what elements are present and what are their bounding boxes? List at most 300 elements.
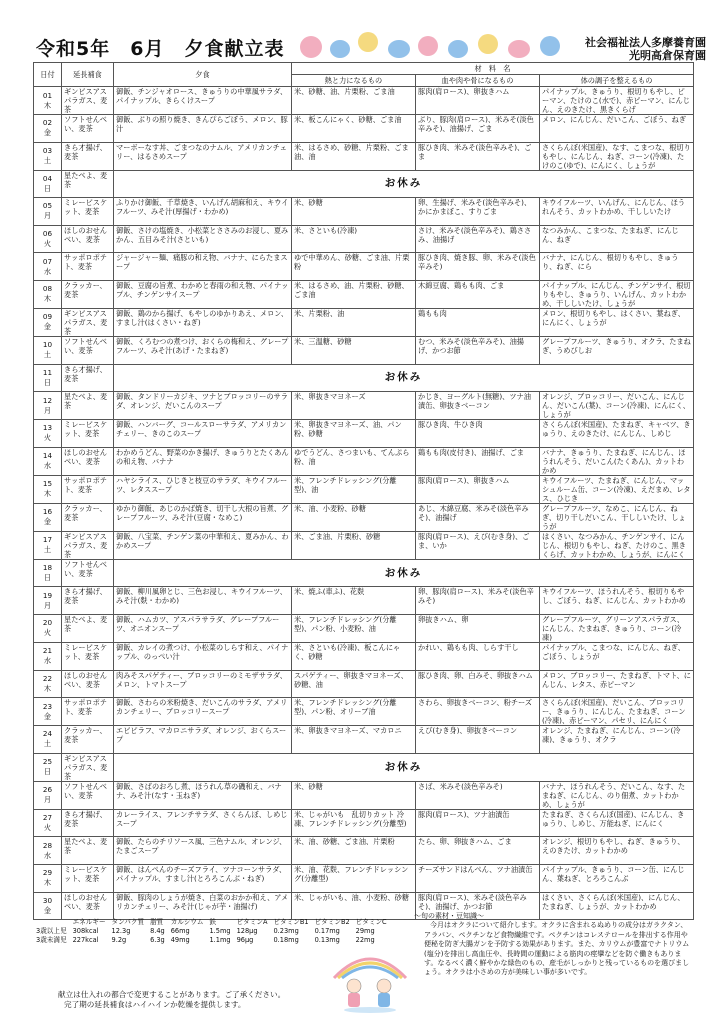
snack-cell: ギンビスアスパラガス、麦茶 <box>62 87 114 115</box>
nutri-header: ビタミンB1 <box>273 918 309 926</box>
menu-row <box>34 87 694 115</box>
blood-cell: むつ、米みそ(淡色辛みそ)、油揚げ、かつお節 <box>416 336 540 364</box>
menu-row <box>34 781 694 809</box>
nutri-label: 3歳未満児 <box>36 936 67 944</box>
date-weekday: 金 <box>43 711 52 721</box>
date-day: 24 <box>42 729 53 739</box>
blood-cell: 鶏もも肉(皮付き)、油揚げ、ごま <box>416 447 540 475</box>
date-weekday: 木 <box>43 294 52 304</box>
date-cell <box>34 864 62 892</box>
nutri-value: 0.17mg <box>314 927 340 935</box>
decoration-bubble <box>508 40 530 58</box>
date-day: 25 <box>42 757 53 767</box>
date-day: 06 <box>42 229 53 239</box>
blood-cell: 豚肉(肩ロース)、ツナ油漬缶 <box>416 809 540 837</box>
date-cell <box>34 642 62 670</box>
date-cell <box>34 225 62 253</box>
date-weekday: 金 <box>43 322 52 332</box>
nutri-value: 308kcal <box>72 927 99 935</box>
date-day: 23 <box>42 701 53 711</box>
heat-cell: 米、さといも(冷凍) <box>292 225 416 253</box>
date-day: 07 <box>42 256 53 266</box>
header-date: 日付 <box>34 63 62 87</box>
snack-cell: ほしのおせんべい、麦茶 <box>62 670 114 698</box>
dinner-cell: 御飯、くろむつの煮つけ、おくらの梅和え、グレープフルーツ、みそ汁(あげ・たまねぎ) <box>114 336 292 364</box>
date-day: 17 <box>42 535 53 545</box>
snack-cell: きら才揚げ、麦茶 <box>62 364 114 392</box>
menu-row <box>34 698 694 726</box>
body-cell: メロン、にんじん、だいこん、ごぼう、ねぎ <box>540 115 694 143</box>
nutri-label: 3歳以上児 <box>36 927 67 935</box>
nutri-value: 9.2g <box>111 936 127 944</box>
heat-cell: 米、ごま油、片栗粉、砂糖 <box>292 531 416 559</box>
heat-cell: 米、砂糖、油、片栗粉、ごま油 <box>292 87 416 115</box>
blood-cell: チーズサンドはんぺん、ツナ油漬缶 <box>416 864 540 892</box>
dinner-cell: 御飯、豆腐の旨煮、わかめと春雨の和え物、パイナップル、チンゲンサイスープ <box>114 280 292 308</box>
menu-row <box>34 392 694 420</box>
blood-cell: かじき、ヨーグルト(無糖)、ツナ油漬缶、卵抜きベーコン <box>416 392 540 420</box>
nutri-value: 6.3g <box>150 936 165 944</box>
decoration-bubble <box>540 36 560 56</box>
date-cell <box>34 198 62 226</box>
seasonal-heading: ～旬の素材・豆知識～ <box>414 912 484 920</box>
nutrition-summary <box>33 918 390 945</box>
date-cell <box>34 781 62 809</box>
date-day: 16 <box>42 507 53 517</box>
date-day: 20 <box>42 618 53 628</box>
heat-cell: 米、じゃがいも 乱切りカット 冷凍、フレンチドレッシング(分離型) <box>292 809 416 837</box>
decoration-bubble <box>388 40 410 58</box>
blood-cell: ぶり、豚肉(肩ロース)、米みそ(淡色辛みそ)、油揚げ、ごま <box>416 115 540 143</box>
date-day: 30 <box>42 895 53 905</box>
date-weekday: 木 <box>43 100 52 110</box>
menu-row <box>34 670 694 698</box>
body-cell: オレンジ、ブロッコリー、だいこん、にんじん、だいこん(葉)、コーン(冷凍)、にんにく、しょうが <box>540 392 694 420</box>
menu-row <box>34 115 694 143</box>
body-cell: グレープフルーツ、なめこ、にんじん、ねぎ、切り干しだいこん、干ししいたけ、しょうが <box>540 503 694 531</box>
menu-row <box>34 642 694 670</box>
snack-cell: ミレービスケット、麦茶 <box>62 198 114 226</box>
snack-cell: きら才揚げ、麦茶 <box>62 587 114 615</box>
date-cell <box>34 559 62 587</box>
snack-cell: クラッカー、麦茶 <box>62 503 114 531</box>
nutri-header: タンパク質 <box>111 918 145 926</box>
blood-cell: 豚ひき肉、焼き豚、卵、米みそ(淡色辛みそ) <box>416 253 540 281</box>
nutri-value: 49mg <box>170 936 190 944</box>
date-day: 13 <box>42 423 53 433</box>
menu-row <box>34 420 694 448</box>
date-cell <box>34 253 62 281</box>
date-cell <box>34 670 62 698</box>
blood-cell: かれい、鶏もも肉、しらす干し <box>416 642 540 670</box>
date-weekday: 土 <box>43 350 52 360</box>
menu-row <box>34 503 694 531</box>
date-weekday: 日 <box>43 183 52 193</box>
blood-cell: 豚肉(肩ロース)、卵抜きハム <box>416 475 540 503</box>
date-weekday: 日 <box>43 767 52 777</box>
dinner-cell: 御飯、チンジャオロース、きゅうりの中華風サラダ、パイナップル、きらくけスープ <box>114 87 292 115</box>
date-cell <box>34 308 62 336</box>
nutri-header: カルシウム <box>170 918 204 926</box>
date-cell <box>34 475 62 503</box>
blood-cell: 豚ひき肉、卵、白みそ、卵抜きハム <box>416 670 540 698</box>
date-cell <box>34 809 62 837</box>
blood-cell: 豚肉(肩ロース)、卵抜きハム <box>416 87 540 115</box>
nutri-value: 227kcal <box>72 936 99 944</box>
nutri-header: ビタミンB2 <box>314 918 350 926</box>
date-cell <box>34 280 62 308</box>
dinner-cell: ゆかり御飯、あじのかば焼き、切干し大根の旨煮、グレープフルーツ、みそ汁(豆腐・なめこ) <box>114 503 292 531</box>
date-weekday: 木 <box>43 878 52 888</box>
nutri-value: 128μg <box>236 927 258 935</box>
dinner-cell: 御飯、はんぺんのチーズフライ、ツナコーンサラダ、パイナップル、すまし汁(とろろこんぶ・ねぎ) <box>114 864 292 892</box>
dinner-cell: 御飯、八宝菜、チンゲン菜の中華和え、夏みかん、わかめスープ <box>114 531 292 559</box>
date-day: 09 <box>42 312 53 322</box>
seasonal-tips <box>414 912 694 978</box>
heat-cell: 米、卵抜きマヨネーズ <box>292 392 416 420</box>
date-weekday: 月 <box>43 405 52 415</box>
dinner-cell: 御飯、たらのチリソース風、三色ナムル、オレンジ、たまごスープ <box>114 837 292 865</box>
date-weekday: 木 <box>43 489 52 499</box>
holiday-cell: お休み <box>114 753 694 781</box>
menu-row <box>34 531 694 559</box>
menu-row <box>34 864 694 892</box>
date-day: 11 <box>42 367 53 377</box>
heat-cell: 米、板こんにゃく、砂糖、ごま油 <box>292 115 416 143</box>
body-cell: パイナップル、きゅうり、根切りもやし、ピーマン、たけのこ(水で)、赤ピーマン、にんじん、えのきたけ、黒きくらげ <box>540 87 694 115</box>
menu-table <box>33 62 694 920</box>
snack-cell: クラッカー、麦茶 <box>62 280 114 308</box>
dinner-cell: 御飯、タンドリーカジキ、ツナとブロッコリーのサラダ、オレンジ、だいこんのスープ <box>114 392 292 420</box>
date-cell <box>34 115 62 143</box>
body-cell: さくらんぼ(米国産)、だいこん、ブロッコリー、きゅうり、にんじん、たまねぎ、コーン(冷凍)、赤ピーマン、パセリ、にんにく <box>540 698 694 726</box>
nutri-row-under3 <box>33 936 390 945</box>
nutri-value: 0.23mg <box>273 927 299 935</box>
body-cell: バナナ、ほうれんそう、だいこん、なす、たまねぎ、にんじん、のり佃煮、カットわかめ、しょうが <box>540 781 694 809</box>
nutri-row-over3 <box>33 927 390 936</box>
heat-cell: ゆでうどん、さつまいも、てんぷら粉、油 <box>292 447 416 475</box>
blood-cell: 卵、生揚げ、米みそ(淡色辛みそ)、かにかまぼこ、すりごま <box>416 198 540 226</box>
body-cell: パイナップル、きゅうり、コーン缶、にんじん、葉ねぎ、とろろこんぶ <box>540 864 694 892</box>
date-cell <box>34 336 62 364</box>
date-cell <box>34 87 62 115</box>
date-weekday: 金 <box>43 128 52 138</box>
body-cell: バナナ、きゅうり、たまねぎ、にんじん、ほうれんそう、だいこん(たくあん)、カットわかめ <box>540 447 694 475</box>
holiday-cell: お休み <box>114 559 694 587</box>
blood-cell: 鶏もも肉 <box>416 308 540 336</box>
nutri-value: 8.4g <box>150 927 165 935</box>
date-cell <box>34 170 62 198</box>
body-cell: パイナップル、にんじん、チンゲンサイ、根切りもやし、きゅうり、いんげん、カットわかめ、干ししいたけ、しょうが <box>540 280 694 308</box>
snack-cell: ミレービスケット、麦茶 <box>62 864 114 892</box>
heat-cell: ゆで中華めん、砂糖、ごま油、片栗粉 <box>292 253 416 281</box>
snack-cell: ほしのおせんべい、麦茶 <box>62 225 114 253</box>
heat-cell: 米、フレンチドレッシング(分離型)、油 <box>292 475 416 503</box>
date-cell <box>34 698 62 726</box>
snack-cell: ギンビスアスパラガス、麦茶 <box>62 531 114 559</box>
nutri-value: 96μg <box>236 936 254 944</box>
snack-cell: 星たべよ、麦茶 <box>62 170 114 198</box>
date-weekday: 土 <box>43 739 52 749</box>
date-cell <box>34 614 62 642</box>
date-cell <box>34 447 62 475</box>
dinner-cell: 御飯、さけの塩焼き、小松菜とささみのお浸し、夏みかん、五目みそ汁(さといも) <box>114 225 292 253</box>
date-day: 29 <box>42 868 53 878</box>
heat-cell: 米、焼ふ(車ふ)、花麩 <box>292 587 416 615</box>
body-cell: キウイフルーツ、いんげん、にんじん、ほうれんそう、カットわかめ、干ししいたけ <box>540 198 694 226</box>
snack-cell: ミレービスケット、麦茶 <box>62 642 114 670</box>
blood-cell: 卵抜きハム、卵 <box>416 614 540 642</box>
decoration-bubble <box>330 40 350 58</box>
body-cell: はくさい、なつみかん、チンゲンサイ、にんじん、根切りもやし、ねぎ、たけのこ、黒きくらげ、カットわかめ、しょうが、にんにく <box>540 531 694 559</box>
heat-cell: スパゲティー、卵抜きマヨネーズ、砂糖、油 <box>292 670 416 698</box>
body-cell: グレープフルーツ、きゅうり、オクラ、たまねぎ、うめびしお <box>540 336 694 364</box>
body-cell: バナナ、にんじん、根切りもやし、きゅうり、ねぎ、にら <box>540 253 694 281</box>
snack-cell: サッポロポテト、麦茶 <box>62 475 114 503</box>
snack-cell: きら才揚げ、麦茶 <box>62 142 114 170</box>
dinner-cell: 御飯、さわらの米粉焼き、だいこんのサラダ、アメリカンチェリー、ブロッコリースープ <box>114 698 292 726</box>
snack-cell: ソフトせんべい、麦茶 <box>62 115 114 143</box>
date-day: 15 <box>42 479 53 489</box>
date-weekday: 水 <box>43 656 52 666</box>
snack-cell: ミレービスケット、麦茶 <box>62 420 114 448</box>
date-weekday: 水 <box>43 266 52 276</box>
date-day: 12 <box>42 395 53 405</box>
blood-cell: さわら、卵抜きベーコン、粉チーズ <box>416 698 540 726</box>
menu-row <box>34 336 694 364</box>
heat-cell: 米、三温糖、砂糖 <box>292 336 416 364</box>
header-snack: 延長補食 <box>62 63 114 87</box>
date-cell <box>34 142 62 170</box>
date-weekday: 金 <box>43 905 52 915</box>
body-cell: はくさい、さくらんぼ(米国産)、にんじん、たまねぎ、しょうが、カットわかめ <box>540 892 694 920</box>
heat-cell: 米、油、砂糖、ごま油、片栗粉 <box>292 837 416 865</box>
menu-rows <box>34 87 694 920</box>
menu-row <box>34 837 694 865</box>
body-cell: たまねぎ、さくらんぼ(国産)、にんじん、きゅうり、しめじ、万能ねぎ、にんにく <box>540 809 694 837</box>
nutri-value: 29mg <box>355 927 375 935</box>
decoration-bubble <box>478 34 498 54</box>
page-header <box>0 0 724 68</box>
menu-row <box>34 447 694 475</box>
body-cell: さくらんぼ(米国産)、なす、こまつな、根切りもやし、にんじん、ねぎ、コーン(冷凍)、たけのこ(ゆで)、にんにく、しょうが <box>540 142 694 170</box>
dinner-cell: 御飯、ハンバーグ、コールスローサラダ、アメリカンチェリー、きのこのスープ <box>114 420 292 448</box>
dinner-cell: 御飯、ぶりの照り焼き、きんぴらごぼう、メロン、豚汁 <box>114 115 292 143</box>
heat-cell: 米、じゃがいも、油、小麦粉、砂糖 <box>292 892 416 920</box>
header-dinner: 夕食 <box>114 63 292 87</box>
menu-row <box>34 253 694 281</box>
menu-row <box>34 170 694 198</box>
date-weekday: 火 <box>43 823 52 833</box>
blood-cell: 卵、豚肉(肩ロース)、米みそ(淡色辛みそ) <box>416 587 540 615</box>
body-cell: グレープフルーツ、グリーンアスパラガス、にんじん、たまねぎ、きゅうり、コーン(冷凍) <box>540 614 694 642</box>
snack-cell: クラッカー、麦茶 <box>62 726 114 754</box>
heat-cell: 米、砂糖 <box>292 781 416 809</box>
date-weekday: 木 <box>43 683 52 693</box>
date-weekday: 火 <box>43 239 52 249</box>
header-materials: 材 料 名 <box>292 63 694 75</box>
heat-cell: 米、卵抜きマヨネーズ、マカロニ <box>292 726 416 754</box>
date-weekday: 水 <box>43 461 52 471</box>
nutri-value: 12.3g <box>111 927 131 935</box>
dinner-cell: 御飯、豚肉のしょうが焼き、白菜のおかか和え、アメリカンチェリー、みそ汁(じゃが芋・油揚げ) <box>114 892 292 920</box>
dinner-cell: ジャージャー麺、痛豚の和え物、バナナ、にらたまスープ <box>114 253 292 281</box>
dinner-cell: 肉みそスパゲティー、ブロッコリーのミモザサラダ、メロン、トマトスープ <box>114 670 292 698</box>
snack-cell: ソフトせんべい、麦茶 <box>62 559 114 587</box>
snack-cell: 星たべよ、麦茶 <box>62 392 114 420</box>
date-weekday: 月 <box>43 211 52 221</box>
note-line-2: 完了期の延長補食はハイハインか乾燥を提供します。 <box>64 1000 246 1009</box>
date-cell <box>34 420 62 448</box>
nutri-header: エネルギー <box>72 918 106 926</box>
heat-cell: 米、はるさめ、砂糖、片栗粉、ごま油、油 <box>292 142 416 170</box>
nutri-value: 1.5mg <box>209 927 231 935</box>
menu-row <box>34 614 694 642</box>
blood-cell: たら、卵、卵抜きハム、ごま <box>416 837 540 865</box>
nutri-header: 脂質 <box>150 918 164 926</box>
header-blood: 血や肉や骨になるもの <box>416 75 540 87</box>
date-day: 10 <box>42 340 53 350</box>
dinner-cell: エビピラフ、マカロニサラダ、オレンジ、おくらスープ <box>114 726 292 754</box>
dinner-cell: わかめうどん、野菜のかき揚げ、きゅうりとたくあんの和え物、バナナ <box>114 447 292 475</box>
organization-name <box>585 36 706 62</box>
snack-cell: ほしのおせんべい、麦茶 <box>62 447 114 475</box>
date-day: 05 <box>42 201 53 211</box>
header-body: 体の調子を整えるもの <box>540 75 694 87</box>
snack-cell: ほしのおせんべい、麦茶 <box>62 892 114 920</box>
date-cell <box>34 392 62 420</box>
heat-cell: 米、油、花麩、フレンチドレッシング(分離型) <box>292 864 416 892</box>
date-day: 21 <box>42 646 53 656</box>
heat-cell: 米、さといも(冷凍)、板こんにゃく、砂糖 <box>292 642 416 670</box>
date-day: 19 <box>42 590 53 600</box>
date-weekday: 土 <box>43 545 52 555</box>
date-day: 02 <box>42 118 53 128</box>
org-line-2: 光明高倉保育園 <box>629 49 706 62</box>
menu-row <box>34 726 694 754</box>
children-umbrella-illustration <box>330 944 410 1014</box>
date-cell <box>34 364 62 392</box>
heat-cell: 米、はるさめ、油、片栗粉、砂糖、ごま油 <box>292 280 416 308</box>
menu-row <box>34 559 694 587</box>
nutri-value: 0.18mg <box>273 936 299 944</box>
date-day: 08 <box>42 284 53 294</box>
snack-cell: 星たべよ、麦茶 <box>62 614 114 642</box>
date-day: 04 <box>42 173 53 183</box>
dinner-cell: マーボーなす丼、ごまつなのナムル、アメリカンチェリー、はるさめスープ <box>114 142 292 170</box>
body-cell: なつみかん、こまつな、たまねぎ、にんじん、ねぎ <box>540 225 694 253</box>
nutri-value: 1.1mg <box>209 936 231 944</box>
date-cell <box>34 587 62 615</box>
menu-notes <box>58 990 285 1010</box>
date-cell <box>34 753 62 781</box>
date-weekday: 火 <box>43 628 52 638</box>
dinner-cell: 御飯、柳川風卵とじ、三色お浸し、キウイフルーツ、みそ汁(麩・わかめ) <box>114 587 292 615</box>
snack-cell: ギンビスアスパラガス、麦茶 <box>62 308 114 336</box>
menu-row <box>34 142 694 170</box>
blood-cell: 豚ひき肉、米みそ(淡色辛みそ)、ごま <box>416 142 540 170</box>
date-day: 22 <box>42 673 53 683</box>
date-weekday: 日 <box>43 377 52 387</box>
date-cell <box>34 837 62 865</box>
holiday-cell: お休み <box>114 364 694 392</box>
note-line-1: 献立は仕入れの都合で変更することがあります。ご了承ください。 <box>58 990 286 999</box>
decoration-bubble <box>448 40 468 58</box>
blood-cell: さけ、米みそ(淡色辛みそ)、鶏ささみ、油揚げ <box>416 225 540 253</box>
nutri-header: ビタミンA <box>236 918 268 926</box>
blood-cell: 木綿豆腐、鶏もも肉、ごま <box>416 280 540 308</box>
heat-cell: 米、片栗粉、油 <box>292 308 416 336</box>
page-title: 令和5年 6月 夕食献立表 <box>36 38 285 60</box>
snack-cell: ソフトせんべい、麦茶 <box>62 781 114 809</box>
menu-row <box>34 198 694 226</box>
blood-cell: さば、米みそ(淡色辛みそ) <box>416 781 540 809</box>
menu-row <box>34 364 694 392</box>
blood-cell: あじ、木綿豆腐、米みそ(淡色辛みそ)、油揚げ <box>416 503 540 531</box>
body-cell: パイナップル、こまつな、にんじん、ねぎ、ごぼう、しょうが <box>540 642 694 670</box>
heat-cell: 米、油、小麦粉、砂糖 <box>292 503 416 531</box>
dinner-cell: カレーライス、フレンチサラダ、さくらんぼ、しめじスープ <box>114 809 292 837</box>
menu-row <box>34 809 694 837</box>
date-weekday: 火 <box>43 433 52 443</box>
snack-cell: サッポロポテト、麦茶 <box>62 698 114 726</box>
body-cell: オレンジ、たまねぎ、にんじん、コーン(冷凍)、きゅうり、オクラ <box>540 726 694 754</box>
snack-cell: きら才揚げ、麦茶 <box>62 809 114 837</box>
menu-row <box>34 225 694 253</box>
menu-row <box>34 280 694 308</box>
dinner-cell: 御飯、カレイの煮つけ、小松菜のしらす和え、パイナップル、のっぺい汁 <box>114 642 292 670</box>
snack-cell: サッポロポテト、麦茶 <box>62 253 114 281</box>
heat-cell: 米、砂糖 <box>292 198 416 226</box>
seasonal-body: 今月はオクラについて紹介します。オクラに含まれるぬめりの成分はガラクタン、アラバン、ペクチンなど食物繊維です。ペクチンはコレステロールを排出する作用や便秘を防ぎ大腸ガンを予防する効果があります。また、カリウムが豊富でナトリウム(塩分)を排出し高血圧や、長時間の運動による筋肉の痙攣などを防ぐ働きもあります。なるべく濃く鮮やかな緑色のもの、産毛がしっかりと残っているものを選びましょう。オクラは小さめの方が美味しい事が多いです。 <box>424 921 690 977</box>
snack-cell: ソフトせんべい、麦茶 <box>62 336 114 364</box>
heat-cell: 米、卵抜きマヨネーズ、油、パン粉、砂糖 <box>292 420 416 448</box>
nutri-value: 66mg <box>170 927 190 935</box>
date-weekday: 月 <box>43 600 52 610</box>
nutri-value: 0.13mg <box>314 936 340 944</box>
menu-row <box>34 475 694 503</box>
body-cell: キウイフルーツ、ほうれんそう、根切りもやし、ごぼう、ねぎ、にんじん、カットわかめ <box>540 587 694 615</box>
date-cell <box>34 503 62 531</box>
menu-row <box>34 753 694 781</box>
body-cell: さくらんぼ(米国産)、たまねぎ、キャベツ、きゅうり、えのきたけ、にんじん、しめじ <box>540 420 694 448</box>
date-weekday: 日 <box>43 573 52 583</box>
date-weekday: 金 <box>43 517 52 527</box>
nutri-value: 22mg <box>355 936 375 944</box>
date-day: 01 <box>42 90 53 100</box>
body-cell: メロン、根切りもやし、はくさい、葉ねぎ、にんにく、しょうが <box>540 308 694 336</box>
blood-cell: 豚ひき肉、牛ひき肉 <box>416 420 540 448</box>
date-day: 26 <box>42 785 53 795</box>
date-cell <box>34 531 62 559</box>
blood-cell: えび(むき身)、卵抜きベーコン <box>416 726 540 754</box>
menu-row <box>34 587 694 615</box>
dinner-cell: 御飯、さばのおろし煮、ほうれん草の磯和え、バナナ、みそ汁(なす・玉ねぎ) <box>114 781 292 809</box>
dinner-cell: 御飯、鶏のから揚げ、もやしのゆかりあえ、メロン、すまし汁(はくさい・ねぎ) <box>114 308 292 336</box>
heat-cell: 米、フレンチドレッシング(分離型)、パン粉、オリーブ油 <box>292 698 416 726</box>
nutri-header: ビタミンC <box>355 918 387 926</box>
holiday-cell: お休み <box>114 170 694 198</box>
nutri-header: 鉄 <box>209 918 217 926</box>
date-weekday: 月 <box>43 795 52 805</box>
decoration-bubble <box>358 32 378 52</box>
heat-cell: 米、フレンチドレッシング(分離型)、パン粉、小麦粉、油 <box>292 614 416 642</box>
date-weekday: 土 <box>43 156 52 166</box>
snack-cell: 星たべよ、麦茶 <box>62 837 114 865</box>
date-day: 28 <box>42 840 53 850</box>
header-heat: 熱と力になるもの <box>292 75 416 87</box>
decoration-bubble <box>418 36 438 56</box>
